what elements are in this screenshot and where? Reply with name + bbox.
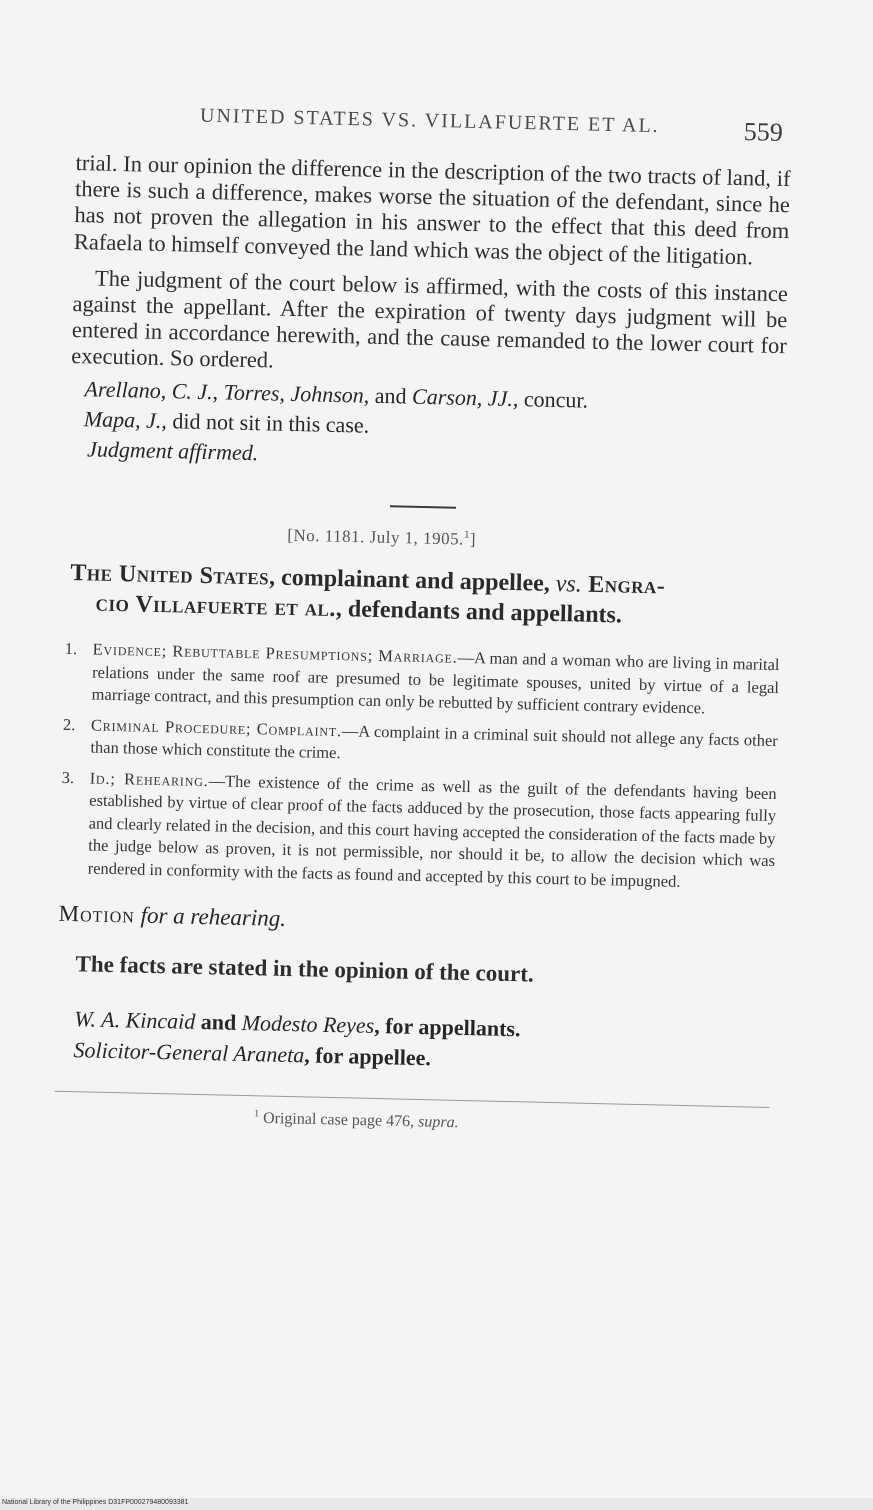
opinion-paragraph-2: The judgment of the court below is affirmed, with the costs of this instance against the appellant. After the expiration of twenty days judgment will be entered in accordance herewith, and the cause remanded to the lower court for execution. So ordered.: [71, 265, 789, 373]
syllabus: [59, 638, 779, 895]
justice-arellano: Arellano, C. J.: [84, 375, 213, 404]
justice-mapa: Mapa, J.: [83, 405, 162, 433]
counsel-block: [73, 1003, 771, 1081]
running-title: UNITED STATES VS. VILLAFUERTE ET AL.: [199, 104, 660, 138]
justice-carson: Carson, JJ.: [411, 383, 514, 411]
justice-johnson: Johnson: [290, 380, 365, 408]
party-defendant: cio Villafuerte et al.: [95, 590, 337, 623]
page-header: [0, 88, 873, 152]
counsel-appellee: Solicitor-General Araneta, for appellee.: [73, 1037, 432, 1071]
section-divider: [390, 505, 456, 508]
page-number: 559: [743, 116, 784, 147]
page-body: [54, 150, 791, 1140]
case-number: [No. 1181. July 1, 1905.$^1$]: [287, 525, 477, 549]
opinion-paragraph-1: trial. In our opinion the difference in the description of the two tracts of land, if there is such a difference, makes worse the situation of the defendant, since he has not proven the allegation in his answer to the effect that this deed from Rafaela to himself conveyed the land which was the object of the litigation.: [73, 150, 791, 269]
footnote-reference: 1: [463, 528, 471, 541]
case-title: The United States, complainant and appellee, vs. Engra- cio Villafuerte et al., defendants and appellants.: [70, 560, 666, 629]
facts-statement: The facts are stated in the opinion of the court.: [75, 951, 534, 987]
headnote: 2. Criminal Procedure; Complaint.—A complaint in a criminal suit should not allege any facts other than those which constitute the crime.: [62, 714, 778, 763]
judgment-disposition: Judgment affirmed.: [86, 435, 259, 465]
scan-metadata-strip: National Library of the Philippines D31FP000279480093381: [0, 1498, 873, 1510]
counsel-appellants: W. A. Kincaid and Modesto Reyes, for appellants.: [74, 1006, 521, 1042]
concurrence-line: Arellano, C. J., Torres, Johnson, and Carson, JJ., concur.: [84, 375, 589, 413]
footnote-divider: [55, 1091, 770, 1108]
motion-heading: Motion for a rehearing.: [58, 901, 287, 932]
justice-torres: Torres: [223, 379, 280, 406]
headnote: 1. Evidence; Rebuttable Presumptions; Marriage.—A man and a woman who are living in marital relations under the same roof are presumed to be legitimate spouses, united by virtue of a legal marriage contract, and this presumption can only be rebutted by sufficient contrary evidence.: [64, 639, 780, 718]
headnote: 3. Id.; Rehearing.—The existence of the crime as well as the guilt of the defendants having been established by virtue of clear proof of the facts adduced by the prosecution, those facts appearing fully and clearly related in the decision, and this court having accepted the consideration of the facts made by the judge below as proven, it is not permissible, nor should it be, to allow the decision which was rendered in conformity with the facts as found and accepted by this court to be impugned.: [61, 767, 777, 891]
footnote: $^1$ Original case page 476, supra.: [254, 1108, 459, 1132]
party-plaintiff: The United States: [70, 560, 270, 591]
mapa-line: Mapa, J., did not sit in this case.: [83, 405, 370, 438]
